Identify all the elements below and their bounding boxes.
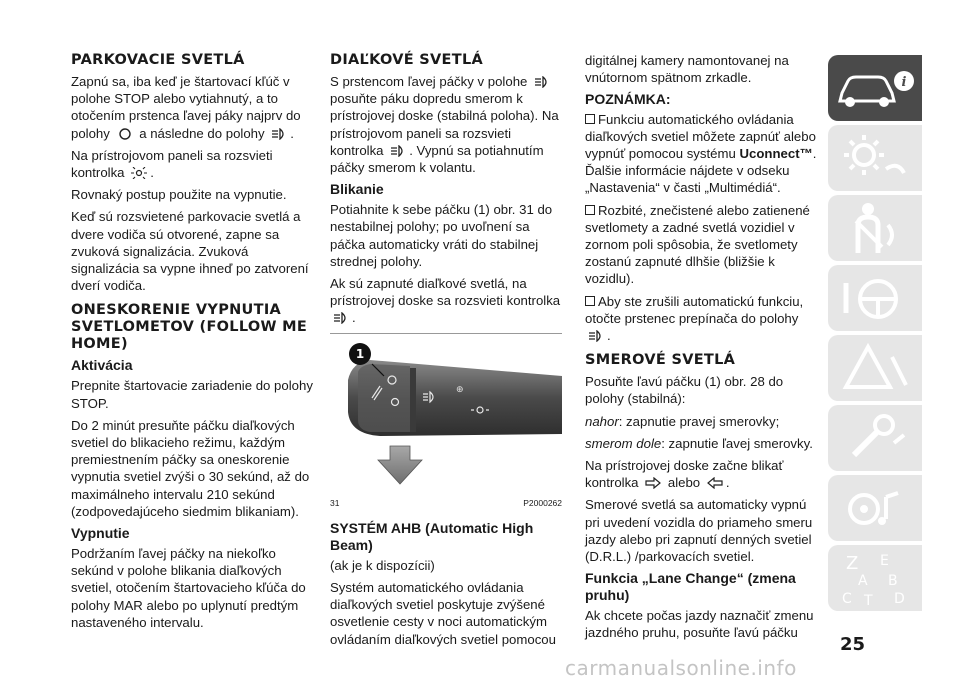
low-beam-icon — [270, 128, 288, 140]
lever-illustration — [330, 342, 562, 492]
bullet-square-icon — [585, 114, 595, 124]
tab-starting-driving[interactable] — [828, 265, 922, 331]
text: . Vypnú sa potiahnutím páčky smerom k volantu. — [330, 142, 544, 176]
heading-high-beam: DIAĽKOVÉ SVETLÁ — [330, 52, 484, 68]
paragraph: digitálnej kamery namontovanej na vnútornom spätnom zrkadle. — [585, 53, 789, 86]
index-letter: B — [888, 573, 898, 589]
left-arrow-icon — [706, 477, 724, 489]
index-letters-icon — [828, 545, 922, 611]
steering-wheel-icon — [828, 265, 922, 331]
low-beam-icon — [587, 330, 605, 342]
seat-belt-icon — [828, 195, 922, 261]
high-beam-icon — [332, 312, 350, 324]
text: . Ďalšie informácie nájdete v odseku „Nastavenia“ v časti „Multimédiá“. — [585, 146, 817, 196]
wrench-icon — [828, 405, 922, 471]
note-heading: POZNÁMKA: — [585, 91, 671, 108]
paragraph: Systém automatického ovládania diaľkových svetiel poskytuje zvýšené osvetlenie cesty v noci automatickým ovládaním diaľkových svetiel pomocou — [330, 580, 556, 647]
text: Ak sú zapnuté diaľkové svetlá, na prístrojovej doske sa rozsvieti kontrolka — [330, 276, 561, 309]
paragraph: Keď sú rozsvietené parkovacie svetlá a dvere vodiča sú otvorené, zapne sa zvuková signalizácia. Zvuková signalizácia sa vypne ihneď po zatvorení dverí vodiča. — [71, 209, 309, 294]
index-letter: E — [880, 553, 889, 569]
paragraph: Prepnite štartovacie zariadenie do polohy STOP. — [71, 378, 313, 411]
subheading-flashing: Blikanie — [330, 181, 384, 198]
column-2 — [330, 52, 562, 653]
index-letter: Z — [846, 553, 859, 574]
heading-lane-change: Funkcia „Lane Change“ (zmena pruhu) — [585, 570, 796, 604]
paragraph: Rovnaký postup použite na vypnutie. — [71, 187, 287, 203]
divider — [330, 333, 562, 334]
paragraph — [330, 275, 562, 327]
text: Zapnú sa, iba keď je štartovací kľúč v polohe STOP alebo vytiahnutý, a to otočením prstenca ľavej páky najprv do polohy — [71, 74, 301, 141]
heading-ahb: SYSTÉM AHB (Automatic High Beam) — [330, 519, 534, 553]
paragraph — [71, 73, 314, 142]
paragraph — [585, 457, 818, 491]
text: Aby ste zrušili automatickú funkciu, otočte prstenec prepínača do polohy — [585, 293, 804, 326]
figure-number: 31 — [330, 497, 340, 508]
heading-follow-me-home: ONESKORENIE VYPNUTIA SVETLOMETOV (FOLLOW ME HOME) — [71, 302, 308, 353]
note-item — [585, 293, 818, 345]
paragraph — [585, 413, 818, 430]
paragraph — [585, 435, 818, 452]
multimedia-icon — [828, 475, 922, 541]
text: . — [150, 165, 154, 181]
note-item — [585, 111, 818, 197]
tab-car-info[interactable] — [828, 55, 922, 121]
tab-multimedia[interactable] — [828, 475, 922, 541]
paragraph: Posuňte ľavú páčku (1) obr. 28 do polohy (stabilná): — [585, 374, 784, 407]
tab-index[interactable] — [828, 545, 922, 611]
text: Na prístrojovom paneli sa rozsvieti kontrolka — [71, 147, 273, 181]
text: S prstencom ľavej páčky v polohe — [330, 74, 528, 89]
text: : zapnutie ľavej smerovky. — [661, 435, 813, 451]
text: Na prístrojovej doske začne blikať kontrolka — [585, 458, 784, 491]
paragraph: Potiahnite k sebe páčku (1) obr. 31 do nestabilnej polohy; po uvoľnení sa páčka automaticky vráti do stabilnej strednej polohy. — [330, 202, 553, 269]
figure-code: P2000262 — [523, 497, 562, 508]
heading-turn-signals: SMEROVÉ SVETLÁ — [585, 352, 736, 369]
index-letter: D — [894, 591, 905, 607]
parking-lights-icon — [130, 167, 148, 179]
index-letter: C — [842, 591, 852, 607]
callout-1: 1 — [355, 346, 365, 361]
right-arrow-icon — [644, 477, 662, 489]
svg-text:i: i — [901, 75, 907, 90]
paragraph: Smerové svetlá sa automaticky vypnú pri uvedení vozidla do priameho smeru jazdy alebo pri zapnutí denných svetiel (D.R.L.) /parkovacích svetiel. — [585, 497, 813, 565]
svg-text:⊕: ⊕ — [456, 384, 464, 395]
paragraph — [71, 147, 314, 181]
text: Rozbité, znečistené alebo zatienené svetlomety a zadné svetlá vozidiel v zornom poli spôsobia, že svetlomety zostanú zapnuté dlhšie (bližšie k vozidlu). — [585, 202, 810, 287]
tab-maintenance[interactable] — [828, 405, 922, 471]
bullet-square-icon — [585, 205, 595, 215]
column-1 — [71, 52, 314, 636]
subheading-deactivation: Vypnutie — [71, 525, 130, 542]
ring-off-icon — [116, 128, 134, 140]
tab-safety[interactable] — [828, 195, 922, 261]
text: . — [352, 310, 356, 326]
low-beam-icon — [533, 76, 551, 88]
chapter-sidebar — [828, 55, 922, 615]
high-beam-icon — [389, 145, 407, 157]
watermark: carmanualsonline.info — [565, 656, 797, 680]
warning-triangle-icon — [828, 335, 922, 401]
text: . — [607, 328, 611, 344]
figure-31-stalk-image — [330, 342, 562, 492]
text: . — [290, 125, 294, 141]
text: nahor — [585, 413, 619, 429]
text: posuňte páku dopredu smerom k prístrojovej doske (stabilná poloha). Na prístrojovom paneli sa rozsvieti kontrolka — [330, 91, 559, 158]
text: : zapnutie pravej smerovky; — [618, 413, 780, 429]
paragraph: Do 2 minút presuňte páčku diaľkových svetiel do blikacieho režimu, každým premiestnením páčky sa oneskorenie vypnutia svetiel zvýši o 30 sekúnd, až do maximálneho intervalu 210 sekúnd (zodpovedajúceho siedmim blikaniam). — [71, 417, 310, 519]
index-letter: A — [858, 573, 868, 589]
tab-lights[interactable] — [828, 125, 922, 191]
text: a následne do polohy — [139, 125, 265, 141]
heading-parking-lights: PARKOVACIE SVETLÁ — [71, 52, 245, 68]
paragraph: Ak chcete počas jazdy naznačiť zmenu jazdného pruhu, posuňte ľavú páčku — [585, 608, 814, 641]
figure-caption — [330, 495, 562, 512]
paragraph: (ak je k dispozícii) — [330, 557, 435, 573]
text: alebo — [667, 475, 701, 491]
subheading-activation: Aktivácia — [71, 357, 133, 374]
paragraph — [330, 73, 562, 176]
bullet-square-icon — [585, 296, 595, 306]
index-letter: T — [864, 593, 873, 609]
text: smerom dole — [585, 435, 662, 451]
car-info-icon — [828, 55, 922, 121]
paragraph: Podržaním ľavej páčky na niekoľko sekúnd v polohe blikania diaľkových svetiel, otočením štartovacieho kľúča do polohy MAR alebo po uplynutí predtým nastaveného intervalu. — [71, 546, 306, 630]
uconnect-label: Uconnect™ — [739, 146, 813, 162]
text: . — [725, 475, 730, 491]
text: Funkciu automatického ovládania diaľkových svetiel môžete zapnúť alebo vypnúť pomocou systému — [585, 111, 816, 162]
note-item — [585, 202, 818, 288]
tab-emergency[interactable] — [828, 335, 922, 401]
sun-lights-icon — [828, 125, 922, 191]
page-number: 25 — [840, 634, 866, 655]
column-3 — [585, 52, 818, 647]
